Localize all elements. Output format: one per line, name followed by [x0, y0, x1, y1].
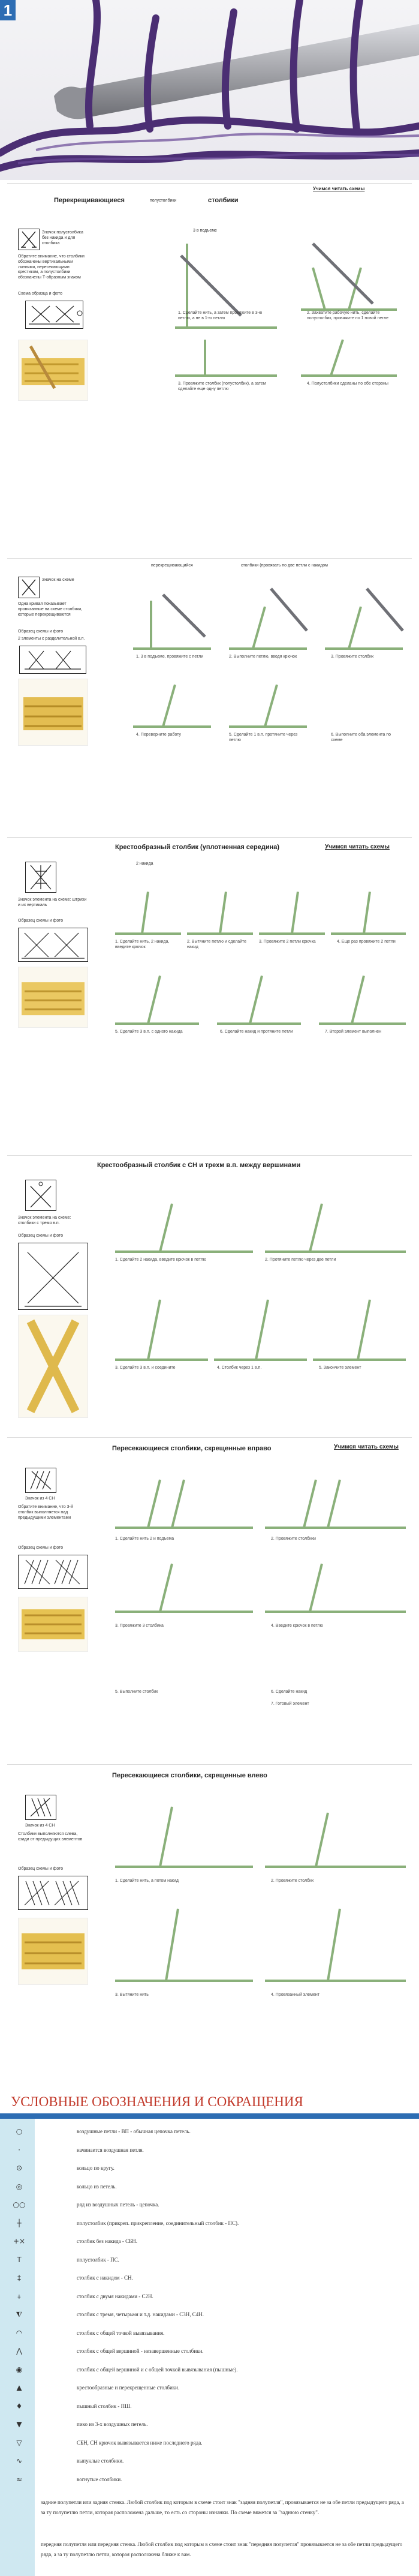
section-cross-stitch-three-chains [7, 1155, 412, 1438]
hero-photo [0, 0, 419, 180]
legend-row-text: начинается воздушная петля. [77, 2146, 144, 2153]
step2-caption: 2. Протяните петлю через две петли [265, 1258, 336, 1262]
section-crossed-stitches-right [7, 1437, 412, 1762]
step3-caption: 3. Провяжите 2 петли крючка [259, 940, 316, 944]
step4-caption: 4. Введите крючок в петлю [271, 1624, 323, 1628]
symbol-caption: Значок из 4 СН [25, 1497, 55, 1501]
legend-row-text: крестообразные и перекрещенные столбики. [77, 2385, 180, 2391]
scheme-diagram [18, 1243, 88, 1310]
legend-row-text: пико из 3-х воздушных петель. [77, 2421, 148, 2427]
legend-row-text: столбик без накида - СБН. [77, 2238, 138, 2244]
step3-caption: 3. Провяжите столбик (полустолбик), а затем сделайте еще одну петлю [178, 382, 266, 391]
section-crossed-stitches-left [7, 1764, 412, 2077]
step5-caption: 5. Сделайте 1 в.п. протяните через петлю [229, 733, 298, 742]
legend-symbol-icon: ∿ [16, 2457, 23, 2465]
section-crossed-stitches-with-chain [7, 558, 412, 871]
scheme-note: 2 элементы с разделительной в.п. [18, 637, 85, 641]
step3-caption: 3. Сделайте 3 в.п. и соедините [115, 1366, 176, 1370]
legend-symbol-icon: ♦ [16, 2401, 23, 2410]
section-title: Перекрещивающиеся [54, 197, 125, 204]
legend-symbol-icon: ◠ [16, 2328, 23, 2337]
legend-row-text: ряд из воздушных петель - цепочка. [77, 2202, 159, 2208]
cross-stitch-chain-icon [26, 1180, 56, 1210]
step6-caption: 6. Сделайте накид [271, 1690, 308, 1694]
step-illustrations [169, 220, 409, 382]
legend-row-text: столбик с накидом - СН. [77, 2275, 133, 2281]
scheme-drawing [19, 1555, 88, 1588]
symbol-caption: Значок элемента на схеме: столбики с тремя в.п. [18, 1216, 71, 1225]
step1-caption: 1. Сделайте нить, 2 накида, введите крючок [115, 940, 170, 949]
legend-row-text: воздушные петли - ВП - обычная цепочка петель. [77, 2128, 191, 2134]
legend-symbol-icon: +× [13, 2237, 26, 2245]
step4-caption: 4. Еще раз провяжите 2 петли [337, 940, 396, 944]
symbol-description: Обратите внимание, что 3-й столбик выполняется над предыдущими элементами [18, 1505, 73, 1520]
yellow-crochet-sample [19, 1315, 88, 1417]
scheme-diagram [18, 928, 88, 962]
scheme-drawing [26, 301, 83, 328]
scheme-diagram [18, 1876, 88, 1910]
stitch-symbol [18, 229, 40, 250]
step1-caption: 1. Сделайте нить, а затем провяжите в 3-ю петлю, а не в 1-ю петлю [178, 311, 263, 320]
legend-symbol-icon: ⊙ [16, 2164, 23, 2172]
crossed-right-icon [26, 1468, 56, 1492]
legend-row-text: пышный столбик - ПШ. [77, 2403, 132, 2409]
scheme-photo-label: Схема образца и фото [18, 292, 63, 296]
section-title: Крестообразный столбик с СН и трехм в.п. между вершинами [97, 1162, 301, 1169]
step5-caption: 5. Сделайте 3 в.п. с одного накида [115, 1030, 183, 1034]
legend-symbol-icon: ◉ [16, 2365, 23, 2374]
step7-caption: 7. Готовый элемент [271, 1702, 309, 1706]
step5-caption: 5. Закончите элемент [319, 1366, 361, 1370]
legend-symbol-icon: ▼ [16, 2420, 22, 2428]
legend-row-text: кольцо из петель. [77, 2183, 117, 2190]
yarn-hook-illustration [0, 0, 419, 180]
scheme-drawing [20, 646, 86, 673]
legend-symbol-icon: ┼ [17, 2218, 22, 2227]
scheme-photo-label: Образец схемы и фото [18, 1867, 64, 1871]
legend-symbol-icon: ⋀ [16, 2347, 22, 2355]
section-title: Пересекающиеся столбики, скрещенные вправо [112, 1445, 272, 1452]
scheme-photo-label: Образец схемы и фото [18, 1234, 64, 1238]
section-title: перекрещивающийся [151, 563, 193, 568]
legend-symbol-icon: ◎ [16, 2182, 23, 2191]
legend-symbol-icon: ⧧ [17, 2292, 22, 2301]
step-illustrations [112, 1462, 412, 1672]
section-title: Крестообразный столбик (уплотненная середина) [115, 844, 280, 851]
step-illustrations [127, 577, 409, 745]
step2-caption: 2. Вытяните петлю и сделайте накид [187, 940, 247, 949]
symbol-caption: Значок из 4 СН [25, 1824, 55, 1828]
step-illustrations [112, 1180, 412, 1396]
sample-photo [18, 1597, 88, 1652]
legend-divider [0, 2113, 419, 2119]
step1-caption: 1. 3 в подъеме, провяжите с петли [136, 655, 204, 659]
legend-paragraph-front-loop: передняя полупетля или передняя стенка. Любой столбик под которым в схеме стоит знак "передняя полупетля" провязывается не за обе петли предыдущего ряда, а за ту полупетлю петли, которая расположена ближе к вам. [41, 2541, 403, 2558]
symbol-description: Столбики выполняются слева, сзади от предыдущих элементов [18, 1832, 83, 1842]
step-illustrations [112, 868, 412, 1048]
step1-caption: 1. Сделайте нить 2 и подъема [115, 1537, 174, 1541]
step7-caption: 7. Второй элемент выполнен [325, 1030, 381, 1034]
scheme-drawing [19, 1243, 88, 1309]
legend-symbol-icon: ▽ [16, 2438, 22, 2447]
section-number-badge: 1 [0, 0, 16, 20]
section-cross-stitch-dense [7, 837, 412, 1144]
step2-caption: 2. Выполните петлю, вводя крючок [229, 655, 297, 659]
step4-caption: 4. Переверните работу [136, 733, 181, 737]
symbol-description: Обратите внимание, что столбики обозначены вертикальными линиями, пересекающими крестиком, а полустолбики обозначены Т-образным знаком [18, 254, 85, 280]
step4-caption: 4. Столбик через 1 в.п. [217, 1366, 262, 1370]
step-illustrations [112, 1789, 412, 2005]
learn-schemes-link[interactable]: Учимся читать схемы [334, 1444, 399, 1450]
cross-stitch-icon [26, 862, 56, 892]
yellow-crochet-sample [19, 967, 88, 1027]
crossed-left-icon [26, 1795, 56, 1819]
legend-row-text: столбик с общей точкой вывязывания. [77, 2329, 165, 2336]
legend-row-text: полустолбик (прикреп. прикрепление, соединительный столбик - ПС). [77, 2220, 239, 2226]
scheme-photo-label: Образец схемы и фото [18, 919, 64, 923]
symbol-caption: Значок полустолбика без накида и для столбика [42, 230, 83, 245]
learn-schemes-link[interactable]: Учимся читать схемы [313, 186, 365, 191]
step6-caption: 6. Сделайте накид и протяните петли [220, 1030, 293, 1034]
yellow-crochet-sample [19, 679, 88, 745]
legend-row-text: полустолбик - ПС. [77, 2256, 119, 2263]
crossed-stitch-icon [19, 229, 39, 250]
sample-photo [18, 679, 88, 746]
section-crossed-half-stitches [7, 183, 412, 556]
scheme-diagram [25, 301, 83, 329]
scheme-diagram [18, 1555, 88, 1589]
legend-symbol-icon: ≈ [16, 2475, 23, 2484]
step5-caption: 5. Выполните столбик [115, 1690, 158, 1694]
symbol-caption: Значок элемента на схеме: штрихи и их вертикаль [18, 898, 87, 907]
yellow-crochet-sample [19, 340, 88, 400]
step-count-label: 3 в подъеме [193, 229, 217, 233]
step1-caption: 1. Сделайте нить, а потом накид [115, 1879, 179, 1883]
yellow-crochet-sample [19, 1597, 88, 1651]
legend-symbol-icon: ▲ [16, 2383, 22, 2392]
step4-caption: 4. Провязанный элемент [271, 1993, 319, 1997]
legend-row-text: СБН, СН крючок вывязывается ниже последнего ряда. [77, 2439, 203, 2446]
stitch-symbol [25, 862, 56, 893]
step3-caption: 3. Провяжите 3 столбика [115, 1624, 164, 1628]
legend-row-text: столбик с двумя накидами - С2Н. [77, 2293, 153, 2299]
section-subtitle-mid: полустолбики [150, 199, 177, 203]
legend-symbol-icon: ○ [16, 2127, 23, 2136]
step4-caption: 4. Полустолбики сделаны по обе стороны [307, 382, 388, 386]
scheme-diagram [19, 646, 86, 674]
stitch-symbol [25, 1795, 56, 1820]
legend-symbol-icon: · [18, 2145, 20, 2154]
scheme-drawing [19, 1876, 88, 1909]
section-title-right: столбики [208, 197, 239, 204]
legend-symbol-icon: T [17, 2255, 22, 2264]
learn-schemes-link[interactable]: Учимся читать схемы [325, 844, 390, 850]
legend-symbol-icon: ⧨ [16, 2310, 23, 2319]
stitch-symbol [18, 577, 40, 598]
sample-photo [18, 967, 88, 1028]
step6-caption: 6. Выполните оба элемента по схеме [331, 733, 391, 742]
legend-row-text: выпуклые столбики. [77, 2458, 124, 2464]
legend-row-text: столбик с тремя, четырьмя и т.д. накидами - С3Н, С4Н. [77, 2311, 204, 2317]
step3-caption: 3. Вытяните нить [115, 1993, 149, 1997]
stitch-symbol [25, 1468, 56, 1493]
step2-caption: 2. Провяжите столбики [271, 1537, 316, 1541]
step3-caption: 3. Провяжите столбик [331, 655, 374, 659]
legend-row-text: кольцо по кругу. [77, 2165, 114, 2171]
legend-title: УСЛОВНЫЕ ОБОЗНАЧЕНИЯ И СОКРАЩЕНИЯ [11, 2094, 303, 2109]
section-title: Пересекающиеся столбики, скрещенные влево [112, 1772, 267, 1779]
yellow-crochet-sample [19, 1918, 88, 1984]
legend-row-text: столбик с общей вершиной - незавершенные столбики. [77, 2348, 204, 2354]
legend-paragraph-back-loop: задние полупетли или задняя стенка. Любой столбик под которым в схеме стоит знак "задняя полупетля", провязывается не за обе петли предыдущего ряда, а за ту полупетлю петли, которая расположена дальше, то есть со стороны изнанки. По схеме вяжется за "заднюю стенку". [41, 2499, 404, 2516]
scheme-photo-label: Образец схемы и фото [18, 1546, 64, 1550]
legend-row-text: вогнутые столбики. [77, 2476, 122, 2482]
section-title-right: столбики (провязать по две петли с накидом [241, 563, 328, 568]
scheme-drawing [19, 928, 88, 961]
symbol-description: Одна кривая показывает провязанные на схеме столбики, которые перекрещиваются [18, 602, 83, 617]
legend-symbol-icon: ○○ [13, 2200, 26, 2209]
step2-caption: 2. Захватите рабочую нить, сделайте полустолбик, провяжите по 1 новой петле [307, 311, 389, 320]
legend-row-text: столбик с общей вершиной и с общей точкой вывязывания (пышные). [77, 2366, 238, 2373]
scheme-photo-label: Образец схемы и фото [18, 629, 64, 634]
step2-caption: 2. Провяжите столбик [271, 1879, 314, 1883]
sample-photo [18, 1918, 88, 1985]
sample-photo [18, 1315, 88, 1418]
step1-caption: 1. Сделайте 2 накида, введите крючок в петлю [115, 1258, 207, 1262]
legend-symbol-icon: ‡ [17, 2274, 21, 2282]
crossed-stitch-icon [19, 577, 39, 598]
sample-photo [18, 340, 88, 401]
symbol-caption: Значок на схеме [42, 578, 74, 582]
stitch-symbol [25, 1180, 56, 1211]
wrap-label: 2 накида [136, 862, 153, 866]
